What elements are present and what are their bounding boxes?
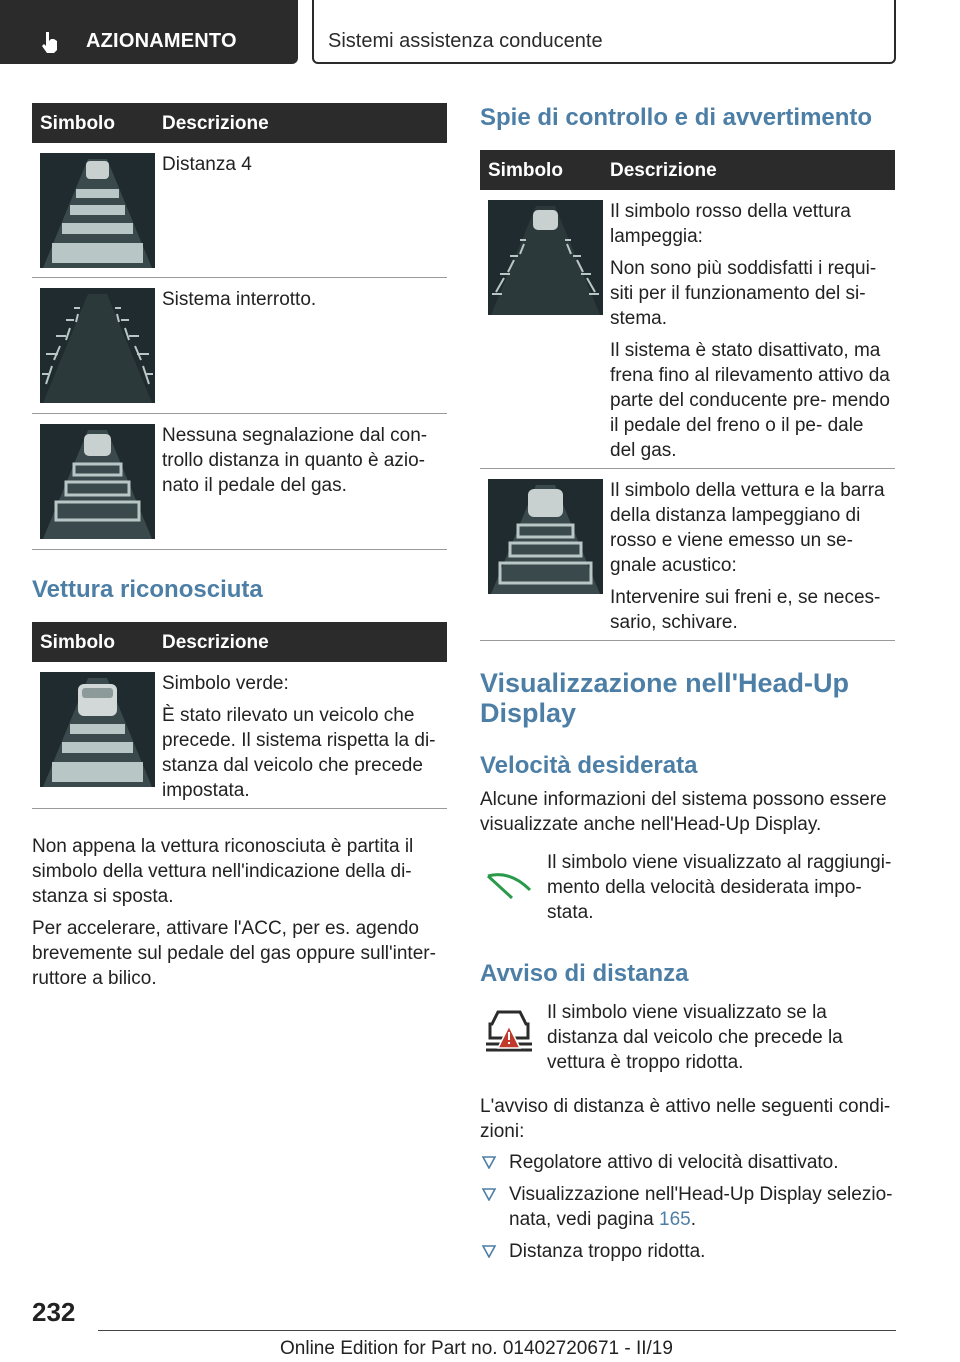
distance-alert-symbol	[488, 479, 603, 594]
list-item-text: .	[690, 1209, 696, 1230]
hand-pointer-icon	[38, 30, 62, 54]
speed-icon-text: Il simbolo viene visualizzato al raggiungi- mento della velocità desiderata impo- stata.	[547, 852, 892, 923]
distance-icon-text: Il simbolo viene visualizzato se la distanza dal veicolo che precede la vettura è troppo ridotta.	[547, 1002, 843, 1073]
paragraph: Alcune informazioni del sistema possono essere visualizzate anche nell'Head-Up Display.	[480, 789, 887, 835]
page-number: 232	[32, 1297, 76, 1327]
paragraph: Per accelerare, attivare l'ACC, per es. agendo brevemente sul pedale del gas oppure sull'inter- ruttore a bilico.	[32, 918, 436, 989]
description-line: Il simbolo della vettura e la barra della distanza lampeggiano di rosso e viene emesso un se- gnale acustico:	[610, 480, 885, 576]
table-row	[32, 662, 447, 809]
row-description: Distanza 4	[162, 154, 252, 175]
subheading-distance-warning: Avviso di distanza	[480, 960, 689, 987]
vehicle-detected-text	[32, 834, 447, 998]
table-row	[32, 278, 447, 414]
speed-intro	[480, 787, 895, 844]
system-interrupted-symbol	[40, 288, 155, 403]
description-line: Non sono più soddisfatti i requi- siti per il funzionamento del si- stema.	[610, 258, 877, 329]
table-row	[32, 143, 447, 278]
description-line: Simbolo verde:	[162, 673, 289, 694]
table-row	[32, 414, 447, 550]
red-vehicle-flashing-symbol	[488, 200, 603, 315]
distance-4-symbol	[40, 153, 155, 268]
col-description: Descrizione	[162, 632, 269, 653]
col-symbol: Simbolo	[488, 160, 563, 181]
list-item	[480, 1239, 895, 1264]
table-header	[32, 103, 447, 143]
gas-pedal-override-symbol	[40, 424, 155, 539]
chapter-header	[312, 0, 896, 64]
triangle-bullet-icon	[482, 1156, 496, 1169]
distance-warning-icon	[482, 1004, 536, 1056]
section-heading-hud: Visualizzazione nell'Head-Up Display	[480, 668, 850, 728]
warning-lights-table	[480, 150, 895, 641]
row-description: Sistema interrotto.	[162, 289, 317, 310]
desired-speed-icon	[482, 862, 538, 902]
description-line: Intervenire sui freni e, se neces- sario, schivare.	[610, 587, 881, 633]
section-heading-vehicle-detected: Vettura riconosciuta	[32, 576, 263, 603]
footer-text: Online Edition for Part no. 01402720671 - II/19	[280, 1338, 673, 1359]
col-description: Descrizione	[162, 113, 269, 134]
table-row	[480, 469, 895, 641]
conditions-list	[480, 1150, 895, 1271]
description-line: È stato rilevato un veicolo che precede. Il sistema rispetta la di- stanza dal veicolo che precede impostata.	[162, 705, 436, 801]
row-description	[162, 671, 443, 810]
table-header	[480, 150, 895, 190]
description-line: Il sistema è stato disattivato, ma frena fino al rilevamento attivo da parte del conducente pre- mendo il pedale del freno o il pe- dale del gas.	[610, 340, 890, 461]
list-item	[480, 1150, 895, 1175]
chapter-title: Sistemi assistenza conducente	[328, 30, 603, 52]
col-symbol: Simbolo	[40, 113, 115, 134]
triangle-bullet-icon	[482, 1188, 496, 1201]
list-item	[480, 1182, 895, 1232]
list-item-text: Distanza troppo ridotta.	[509, 1241, 706, 1262]
section-heading-warning-lights: Spie di controllo e di avvertimento	[480, 104, 873, 131]
conditions-intro	[480, 1094, 895, 1151]
distance-icon-block	[480, 998, 895, 1078]
list-item-text: Visualizzazione nell'Head-Up Display selezio- nata, vedi pagina	[509, 1184, 893, 1230]
col-description: Descrizione	[610, 160, 717, 181]
row-description: Nessuna segnalazione dal con- trollo distanza in quanto è azio- nato il pedale del gas.	[162, 425, 428, 496]
list-item-text: Regolatore attivo di velocità disattivato.	[509, 1152, 839, 1173]
triangle-bullet-icon	[482, 1245, 496, 1258]
table-header	[32, 622, 447, 662]
vehicle-detected-symbol	[40, 672, 155, 787]
page-link-165[interactable]: 165	[659, 1209, 691, 1230]
section-tab	[0, 0, 298, 64]
paragraph: L'avviso di distanza è attivo nelle seguenti condi- zioni:	[480, 1096, 891, 1142]
footer-divider	[98, 1330, 896, 1331]
description-line: Il simbolo rosso della vettura lampeggia:	[610, 201, 851, 247]
vehicle-detected-table	[32, 622, 447, 809]
section-title: AZIONAMENTO	[86, 30, 237, 52]
distance-table	[32, 103, 447, 550]
subheading-desired-speed: Velocità desiderata	[480, 752, 698, 779]
row-description	[610, 199, 891, 470]
row-description	[610, 478, 891, 642]
paragraph: Non appena la vettura riconosciuta è partita il simbolo della vettura nell'indicazione della di- stanza si sposta.	[32, 836, 414, 907]
col-symbol: Simbolo	[40, 632, 115, 653]
speed-icon-block	[480, 848, 895, 928]
table-row	[480, 190, 895, 469]
